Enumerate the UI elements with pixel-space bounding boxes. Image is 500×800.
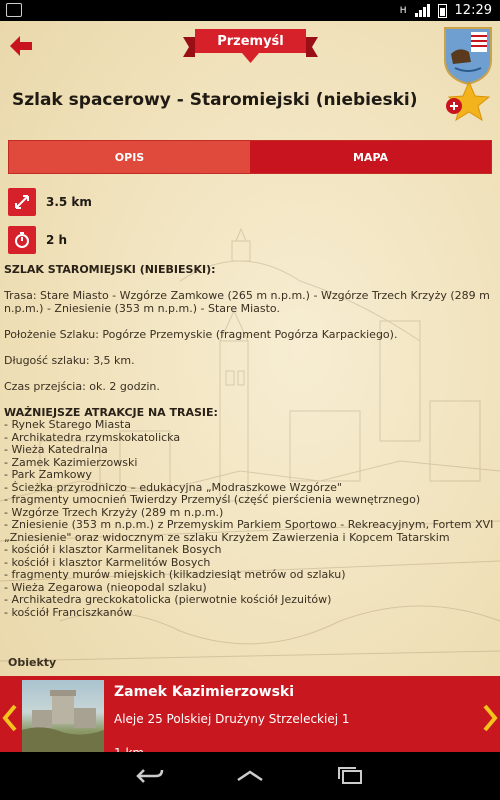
nav-back-button[interactable] xyxy=(130,762,170,790)
attractions-heading: WAŻNIEJSZE ATRAKCJE NA TRASIE: xyxy=(4,406,218,419)
battery-icon xyxy=(438,4,447,18)
list-item: - kościół i klasztor Karmelitów Bosych xyxy=(4,555,211,569)
list-item: - Zamek Kazimierzowski xyxy=(4,455,138,469)
nav-home-button[interactable] xyxy=(230,762,270,790)
list-item: - Wieża Katedralna xyxy=(4,443,108,456)
list-item: - Ścieżka przyrodniczo – edukacyjna „Modraszkowe Wzgórze" xyxy=(4,480,342,494)
nav-recents-button[interactable] xyxy=(330,762,370,790)
list-item: - fragmenty umocnień Twierdzy Przemyśl (część pierścienia wewnętrznego) xyxy=(4,493,421,506)
page-title: Szlak spacerowy - Staromiejski (niebieski) xyxy=(12,90,418,110)
location-text: Położenie Szlaku: Pogórze Przemyskie (fragment Pogórza Karpackiego). xyxy=(4,328,398,341)
list-item: - kościół Franciszkanów xyxy=(4,605,133,619)
list-item: - Rynek Starego Miasta xyxy=(4,418,131,431)
coat-of-arms-icon xyxy=(441,22,495,86)
signal-icon xyxy=(415,4,430,17)
object-thumbnail[interactable] xyxy=(22,680,104,752)
system-nav-bar xyxy=(0,752,500,800)
route-text: Trasa: Stare Miasto - Wzgórze Zamkowe (265 m n.p.m.) - Wzgórze Trzech Krzyży (289 m n.p.m.) - Zniesienie (353 m n.p.m.) - Stare Miasto. xyxy=(4,289,490,315)
back-button[interactable] xyxy=(8,34,34,58)
distance-value: 3.5 km xyxy=(46,195,92,209)
route-heading: SZLAK STAROMIEJSKI (NIEBIESKI): xyxy=(4,263,216,276)
list-item: - Archikatedra greckokatolicka (pierwotnie kościół Jezuitów) xyxy=(4,593,332,606)
next-object-chevron-icon[interactable] xyxy=(482,704,498,732)
notification-icon xyxy=(6,3,22,17)
tab-mapa[interactable]: MAPA xyxy=(250,141,491,173)
distance-icon xyxy=(8,188,36,216)
time-value: 2 h xyxy=(46,233,68,247)
duration-text: Czas przejścia: ok. 2 godzin. xyxy=(4,380,160,393)
object-title: Zamek Kazimierzowski xyxy=(114,684,295,700)
previous-object-chevron-icon[interactable] xyxy=(2,704,18,732)
city-name: Przemyśl xyxy=(217,34,284,49)
list-item: - Park Zamkowy xyxy=(4,468,92,481)
tab-bar xyxy=(8,140,492,174)
list-item: - kościół i klasztor Karmelitanek Bosych xyxy=(4,543,222,556)
list-item: - Zniesienie (353 m n.p.m.) z Przemyskim Parkiem Sportowo - Rekreacyjnym, Fortem XVI „Zniesienie" oraz widocznym ze szlaku Krzyżem Zawierzenia i Kopcem Tatarskim xyxy=(4,518,494,544)
list-item: - fragmenty murów miejskich (kilkadziesiąt metrów od szlaku) xyxy=(4,568,346,581)
clock: 12:29 xyxy=(454,3,492,18)
distance-row xyxy=(8,188,92,216)
object-address: Aleje 25 Polskiej Drużyny Strzeleckiej 1 xyxy=(114,712,350,726)
objects-section-label: Obiekty xyxy=(8,656,57,669)
time-row xyxy=(8,226,67,254)
list-item: - Wzgórze Trzech Krzyży (289 m n.p.m.) xyxy=(4,505,224,519)
attractions-list xyxy=(4,419,494,619)
list-item: - Archikatedra rzymskokatolicka xyxy=(4,430,181,444)
route-description xyxy=(4,263,494,619)
list-item: - Wieża Zegarowa (nieopodal szlaku) xyxy=(4,580,207,594)
tab-opis[interactable]: OPIS xyxy=(9,141,250,173)
length-text: Długość szlaku: 3,5 km. xyxy=(4,354,135,367)
status-bar xyxy=(0,0,500,21)
network-type: H xyxy=(399,5,407,16)
object-card[interactable] xyxy=(0,676,500,752)
stopwatch-icon xyxy=(8,226,36,254)
add-favorite-star-icon[interactable] xyxy=(444,80,490,124)
